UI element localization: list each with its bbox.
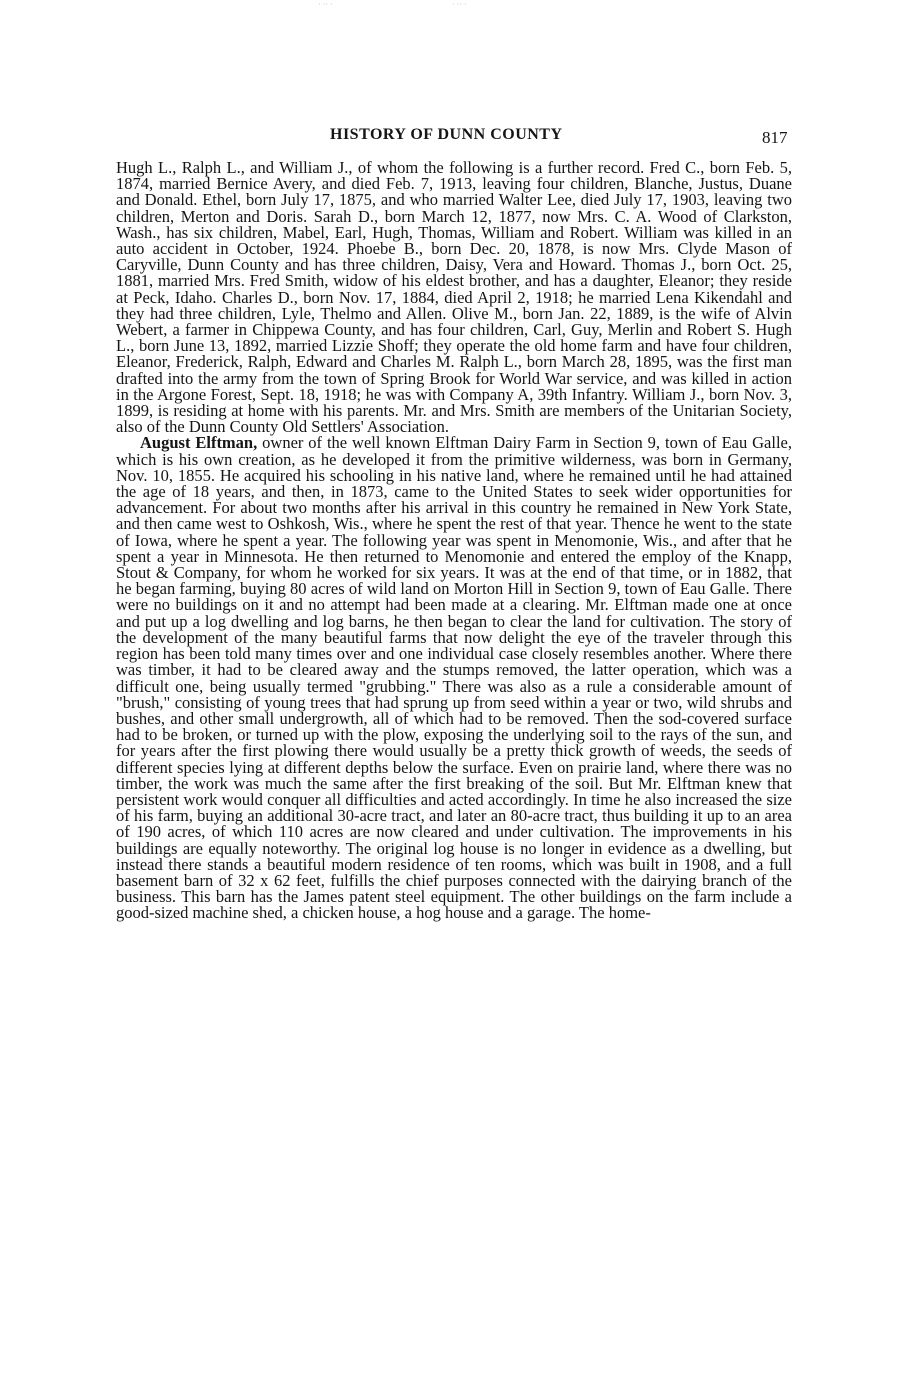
paragraph-lead-name: August Elftman, (140, 433, 258, 453)
scan-speck: · ·· · (452, 0, 467, 9)
paragraph-text: Hugh L., Ralph L., and William J., of whom the following is a further record. Fred C., born Feb. 5, 1874, married Bernice Avery, and died Feb. 7, 1913, leaving four children, Blanche, Justus, Duane and Donald. Ethel, born July 17, 1875, and who married Walter Lee, died July 17, 1903, leaving two children, Merton and Doris. Sarah D., born March 12, 1877, now Mrs. C. A. Wood of Clarkston, Wash., has six children, Mabel, Earl, Hugh, Thomas, William and Robert. William was killed in an auto accident in October, 1924. Phoebe B., born Dec. 20, 1878, is now Mrs. Clyde Mason of Caryville, Dunn County and has three children, Daisy, Vera and Howard. Thomas J., born Oct. 25, 1881, married Mrs. Fred Smith, widow of his eldest brother, and has a daughter, Eleanor; they reside at Peck, Idaho. Charles D., born Nov. 17, 1884, died April 2, 1918; he married Lena Kikendahl and they had three children, Lyle, Thelmo and Allen. Olive M., born Jan. 22, 1889, is the wife of Alvin Webert, a farmer in Chippewa County, and has four children, Carl, Guy, Merlin and Robert S. Hugh L., born June 13, 1892, married Lizzie Shoff; they operate the old home farm and have four children, Eleanor, Frederick, Ralph, Edward and Charles M. Ralph L., born March 28, 1895, was the first man drafted into the army from the town of Spring Brook for World War service, and was killed in action in the Argone Forest, Sept. 18, 1918; he was with Company A, 39th Infantry. William J., born Nov. 3, 1899, is residing at home with his parents. Mr. and Mrs. Smith are members of the Unitarian Society, also of the Dunn County Old Settlers' Association. (116, 158, 792, 437)
page-number: 817 (762, 128, 788, 147)
body-text (116, 160, 792, 922)
scan-speck: · ·· · (318, 0, 333, 9)
paragraph-text: owner of the well known Elftman Dairy Farm in Section 9, town of Eau Galle, which is his own creation, as he developed it from the primitive wilderness, was born in Germany, Nov. 10, 1855. He acquired his schooling in his native land, where he remained until he had attained the age of 18 years, and then, in 1873, came to the United States to seek wider opportunities for advancement. For about two months after his arrival in this country he remained in New York State, and then came west to Oshkosh, Wis., where he spent the rest of that year. Thence he went to the state of Iowa, where he spent a year. The following year was spent in Menomonie, Wis., and after that he spent a year in Minnesota. He then returned to Menomonie and entered the employ of the Knapp, Stout & Company, for whom he worked for six years. It was at the end of that time, or in 1882, that he began farming, buying 80 acres of wild land on Morton Hill in Section 9, town of Eau Galle. There were no buildings on it and no attempt had been made at a clearing. Mr. Elftman made one at once and put up a log dwelling and log barns, he then began to clear the land for cultivation. The story of the development of the many beautiful farms that now delight the eye of the traveler through this region has been told many times over and one individual case closely resembles another. Where there was timber, it had to be cleared away and the stumps removed, the latter operation, which was a difficult one, being usually termed "grubbing." There was also as a rule a considerable amount of "brush," consisting of young trees that had sprung up from seed within a year or two, wild shrubs and bushes, and other small undergrowth, all of which had to be removed. Then the sod-covered surface had to be broken, or turned up with the plow, exposing the underlying soil to the rays of the sun, and for years after the first plowing there would usually be a pretty thick growth of weeds, the seeds of different species lying at different depths below the surface. Even on prairie land, where there was no timber, the work was much the same after the first breaking of the soil. But Mr. Elftman knew that persistent work would conquer all difficulties and acted accordingly. In time he also increased the size of his farm, buying an additional 30-acre tract, and later an 80-acre tract, thus building it up to an area of 190 acres, of which 110 acres are now cleared and under cultivation. The improvements in his buildings are equally noteworthy. The original log house is no longer in evidence as a dwelling, but instead there stands a beautiful modern residence of ten rooms, which was built in 1908, and a full basement barn of 32 x 62 feet, fulfills the chief purposes connected with the dairying branch of the business. This barn has the James patent steel equipment. The other buildings on the farm include a good-sized machine shed, a chicken house, a hog house and a garage. The home- (116, 433, 792, 923)
paragraph-smith-family (116, 160, 792, 435)
paragraph-august-elftman (116, 435, 792, 921)
running-title: HISTORY OF DUNN COUNTY (330, 126, 563, 143)
running-head (0, 126, 898, 152)
